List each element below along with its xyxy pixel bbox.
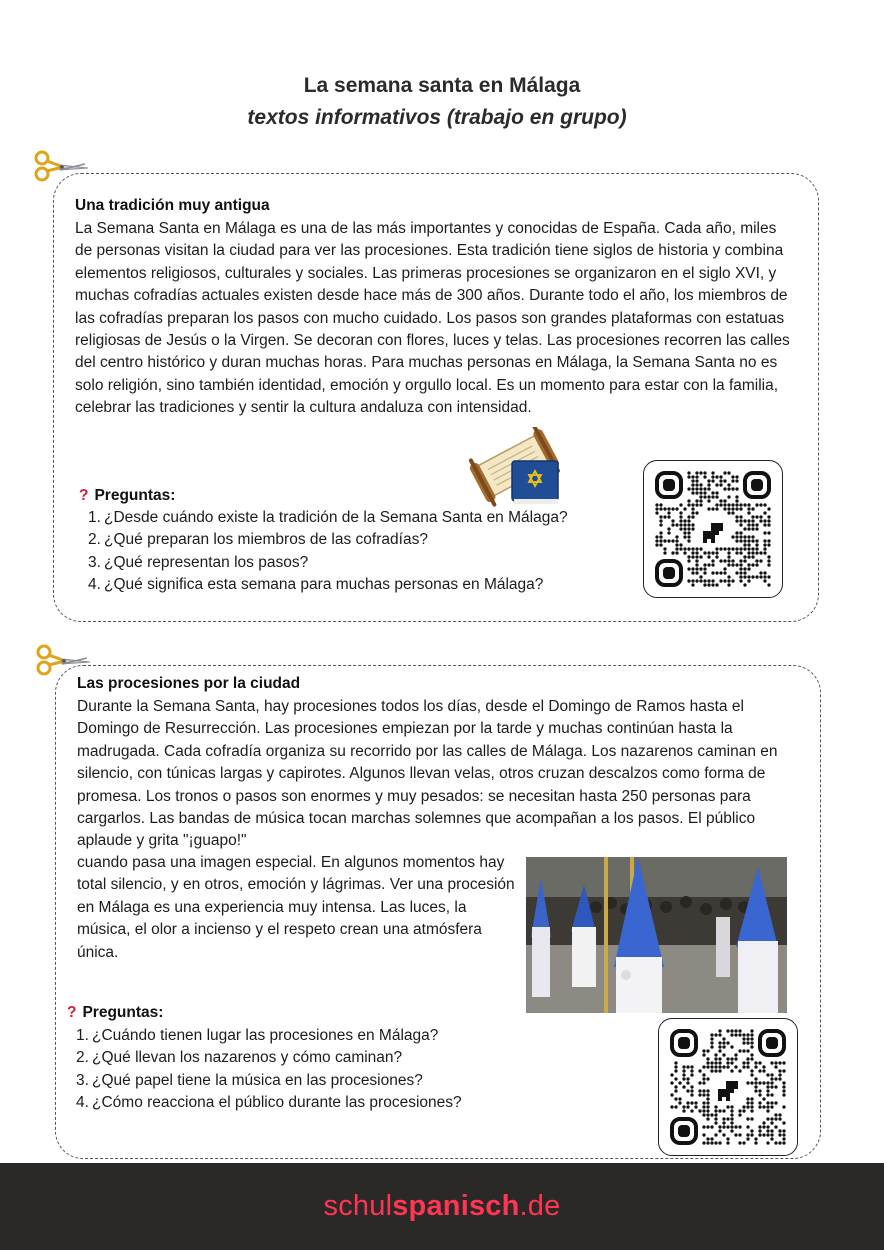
question-number: 3.: [76, 1071, 89, 1089]
qr-code-icon[interactable]: [643, 460, 783, 598]
question-item: [88, 574, 568, 596]
question-mark-icon: ?: [67, 1004, 77, 1021]
scroll-and-book-icon: [466, 427, 562, 509]
question-number: 4.: [88, 576, 101, 594]
question-text: ¿Cuándo tienen lugar las procesiones en Málaga?: [92, 1027, 439, 1044]
section2-text-top: Durante la Semana Santa, hay procesiones todos los días, desde el Domingo de Ramos hasta el Domingo de Resurrección. Las procesiones empiezan por la tarde y muchas continúan hasta la madrugada. Cada cofradía organiza su recorrido por las calles de Málaga. Los nazarenos caminan en silencio, con túnicas largas y capirotes. Algunos llevan velas, otros cruzan descalzos como forma de promesa. Los tronos o pasos son enormes y muy pesados: se necesitan hasta 250 personas para cargarlos. Las bandas de música tocan marchas solemnes que acompañan a los pasos. El público aplaude y grita "¡guapo!": [77, 698, 778, 850]
question-item: [76, 1092, 462, 1114]
question-number: 1.: [88, 509, 101, 526]
question-text: ¿Qué papel tiene la música en las procesiones?: [92, 1071, 423, 1089]
section2-questions-heading: ? Preguntas:: [67, 1004, 164, 1021]
question-text: ¿Qué representan los pasos?: [104, 553, 309, 571]
question-text: ¿Cómo reacciona el público durante las procesiones?: [92, 1094, 462, 1112]
section2-question-list: [76, 1025, 462, 1115]
question-item: [88, 529, 568, 551]
section1-question-list: [88, 507, 568, 597]
question-mark-icon: ?: [79, 487, 89, 504]
footer-brand[interactable]: schulspanisch.de: [323, 1190, 561, 1222]
qr-code-icon[interactable]: [658, 1018, 798, 1156]
section1-heading: Una tradición muy antigua: [75, 197, 270, 214]
question-item: [88, 507, 568, 529]
question-text: ¿Desde cuándo existe la tradición de la Semana Santa en Málaga?: [104, 509, 568, 526]
question-item: [76, 1025, 462, 1047]
section1-questions-heading: ? Preguntas:: [79, 487, 176, 504]
question-text: ¿Qué significa esta semana para muchas personas en Málaga?: [104, 576, 544, 594]
question-number: 2.: [76, 1049, 89, 1067]
question-number: 4.: [76, 1094, 89, 1112]
question-item: [76, 1070, 462, 1092]
procession-photo: [526, 857, 787, 1013]
page-subtitle: textos informativos (trabajo en grupo): [247, 106, 627, 129]
page-title: La semana santa en Málaga: [303, 74, 581, 97]
question-number: 2.: [88, 531, 101, 549]
section2-text-bottom: cuando pasa una imagen especial. En algunos momentos hay total silencio, y en otros, emoción y lágrimas. Ver una procesión en Málaga es una experiencia muy intensa. Las luces, la música, el olor a incienso y el respeto crean una atmósfera única.: [77, 854, 515, 961]
question-text: ¿Qué llevan los nazarenos y cómo caminan?: [92, 1049, 403, 1067]
question-text: ¿Qué preparan los miembros de las cofradías?: [104, 531, 428, 549]
question-item: [76, 1047, 462, 1069]
question-number: 3.: [88, 553, 101, 571]
section1-text: La Semana Santa en Málaga es una de las más importantes y conocidas de España. Cada año, miles de personas visitan la ciudad para ver las procesiones. Esta tradición tiene siglos de historia y combina elementos religiosos, culturales y sociales. Las primeras procesiones se organizaron en el siglo XVI, y muchas cofradías actuales existen desde hace más de 300 años. Durante todo el año, los miembros de las cofradías preparan los pasos con mucho cuidado. Los pasos son grandes plataformas con estatuas religiosas de Jesús o la Virgen. Se decoran con flores, luces y telas. Las procesiones recorren las calles del centro histórico y duran muchas horas. Para muchas personas en Málaga, la Semana Santa no es solo religión, sino también identidad, emoción y orgullo local. Es un momento para estar con la familia, celebrar las tradiciones y sentir la cultura andaluza con intensidad.: [75, 220, 790, 417]
question-item: [88, 552, 568, 574]
question-number: 1.: [76, 1027, 89, 1044]
section2-heading: Las procesiones por la ciudad: [77, 675, 301, 692]
